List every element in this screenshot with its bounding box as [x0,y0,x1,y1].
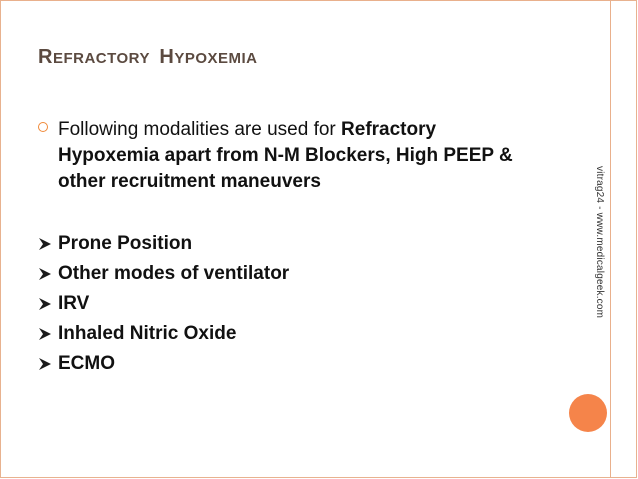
title-second-rest: YPOXEMIA [174,50,258,67]
watermark-text: vitrag24 - www.medicalgeek.com [594,166,605,319]
right-divider [610,0,611,478]
title-first-cap: R [38,46,53,68]
intro-text-plain: Following modalities are used for [58,119,342,140]
accent-circle [569,394,607,432]
arrow-bullet-icon [38,297,52,311]
arrow-bullet-icon [38,357,52,371]
list-item [38,259,289,289]
arrow-bullet-icon [38,267,52,281]
title-first-rest: EFRACTORY [52,50,150,67]
list-item-label: Prone Position [58,233,193,254]
intro-bullet [38,117,518,195]
list-item [38,319,289,349]
modality-list [38,229,289,379]
hollow-circle-icon [38,122,48,132]
list-item-label: Inhaled Nitric Oxide [58,323,237,344]
intro-text [58,117,518,195]
list-item-label: ECMO [58,353,115,374]
list-item [38,229,289,259]
list-item [38,349,289,379]
slide-title [38,34,258,71]
arrow-bullet-icon [38,327,52,341]
list-item [38,289,289,319]
top-divider [0,0,610,1]
list-item-label: Other modes of ventilator [58,263,290,284]
title-second-cap: H [159,46,175,68]
arrow-bullet-icon [38,237,52,251]
intro-text-bold: Refractory Hypoxemia apart from N-M Blockers, High PEEP & other recruitment maneuvers [58,119,513,192]
list-item-label: IRV [58,293,90,314]
